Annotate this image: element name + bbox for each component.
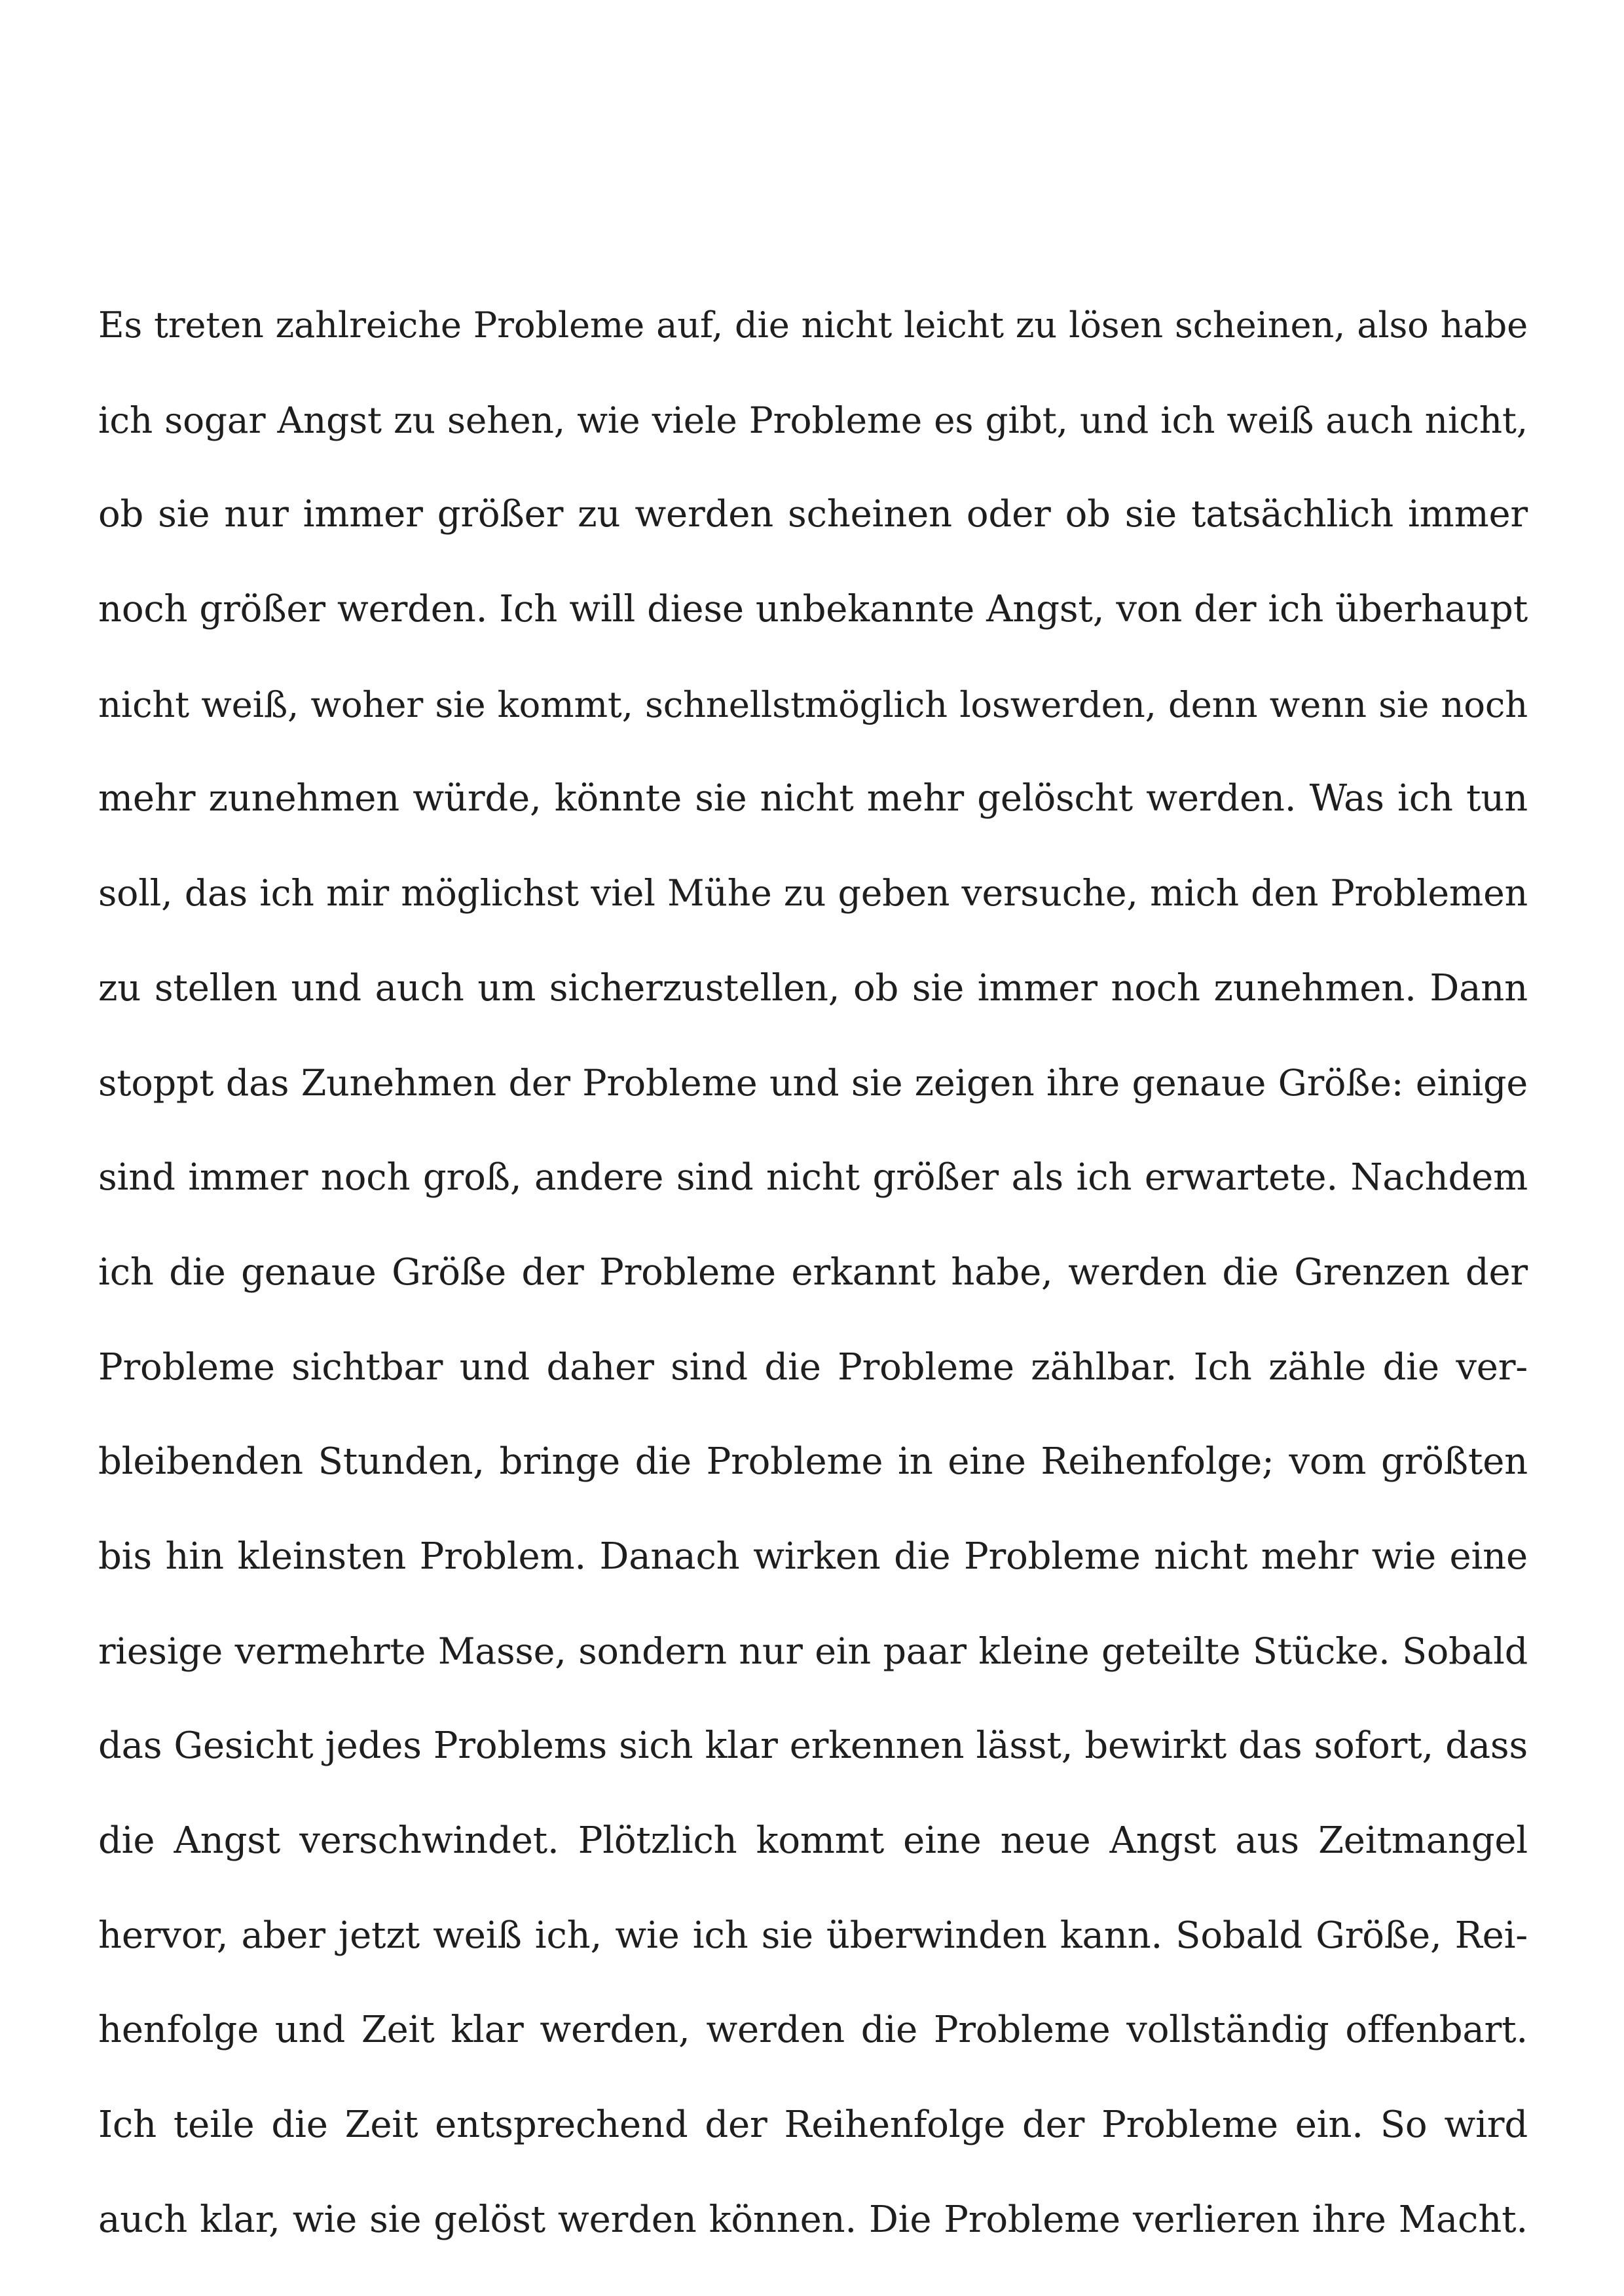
text-line-4: noch größer werden. Ich will diese unbekannte Angst, von der ich überhaupt bbox=[98, 588, 1528, 631]
text-line-2: ich sogar Angst zu sehen, wie viele Probleme es gibt, und ich weiß auch nicht, bbox=[98, 399, 1528, 441]
text-line-18: hervor, aber jetzt weiß ich, wie ich sie überwinden kann. Sobald Größe, Rei- bbox=[98, 1914, 1528, 1957]
text-line-9: stoppt das Zunehmen der Probleme und sie zeigen ihre genaue Größe: einige bbox=[98, 1061, 1528, 1104]
text-line-21: auch klar, wie sie gelöst werden können. Die Probleme verlieren ihre Macht. bbox=[98, 2198, 1528, 2241]
text-line-6: mehr zunehmen würde, könnte sie nicht mehr gelöscht werden. Was ich tun bbox=[98, 777, 1528, 820]
text-line-20: Ich teile die Zeit entsprechend der Reihenfolge der Probleme ein. So wird bbox=[98, 2104, 1528, 2147]
text-line-17: die Angst verschwindet. Plötzlich kommt eine neue Angst aus Zeitmangel bbox=[98, 1819, 1528, 1862]
text-line-1: Es treten zahlreiche Probleme auf, die nicht leicht zu lösen scheinen, also habe bbox=[98, 304, 1528, 346]
text-line-15: riesige vermehrte Masse, sondern nur ein paar kleine geteilte Stücke. Sobald bbox=[98, 1630, 1528, 1673]
text-line-14: bis hin kleinsten Problem. Danach wirken die Probleme nicht mehr wie eine bbox=[98, 1535, 1528, 1578]
text-line-10: sind immer noch groß, andere sind nicht größer als ich erwartete. Nachdem bbox=[98, 1156, 1528, 1199]
text-line-13: bleibenden Stunden, bringe die Probleme in eine Reihenfolge; vom größten bbox=[98, 1440, 1528, 1484]
text-line-19: henfolge und Zeit klar werden, werden die Probleme vollständig offenbart. bbox=[98, 2009, 1528, 2052]
body-paragraph bbox=[98, 278, 1528, 2267]
text-line-5: nicht weiß, woher sie kommt, schnellstmöglich loswerden, denn wenn sie noch bbox=[98, 683, 1528, 725]
text-line-3: ob sie nur immer größer zu werden scheinen oder ob sie tatsächlich immer bbox=[98, 493, 1528, 536]
text-line-11: ich die genaue Größe der Probleme erkannt habe, werden die Grenzen der bbox=[98, 1250, 1528, 1294]
text-line-16: das Gesicht jedes Problems sich klar erkennen lässt, bewirkt das sofort, dass bbox=[98, 1724, 1528, 1768]
text-line-8: zu stellen und auch um sicherzustellen, ob sie immer noch zunehmen. Dann bbox=[98, 966, 1528, 1010]
text-line-7: soll, das ich mir möglichst viel Mühe zu geben versuche, mich den Problemen bbox=[98, 873, 1528, 915]
text-line-12: Probleme sichtbar und daher sind die Probleme zählbar. Ich zähle die ver- bbox=[98, 1345, 1528, 1389]
